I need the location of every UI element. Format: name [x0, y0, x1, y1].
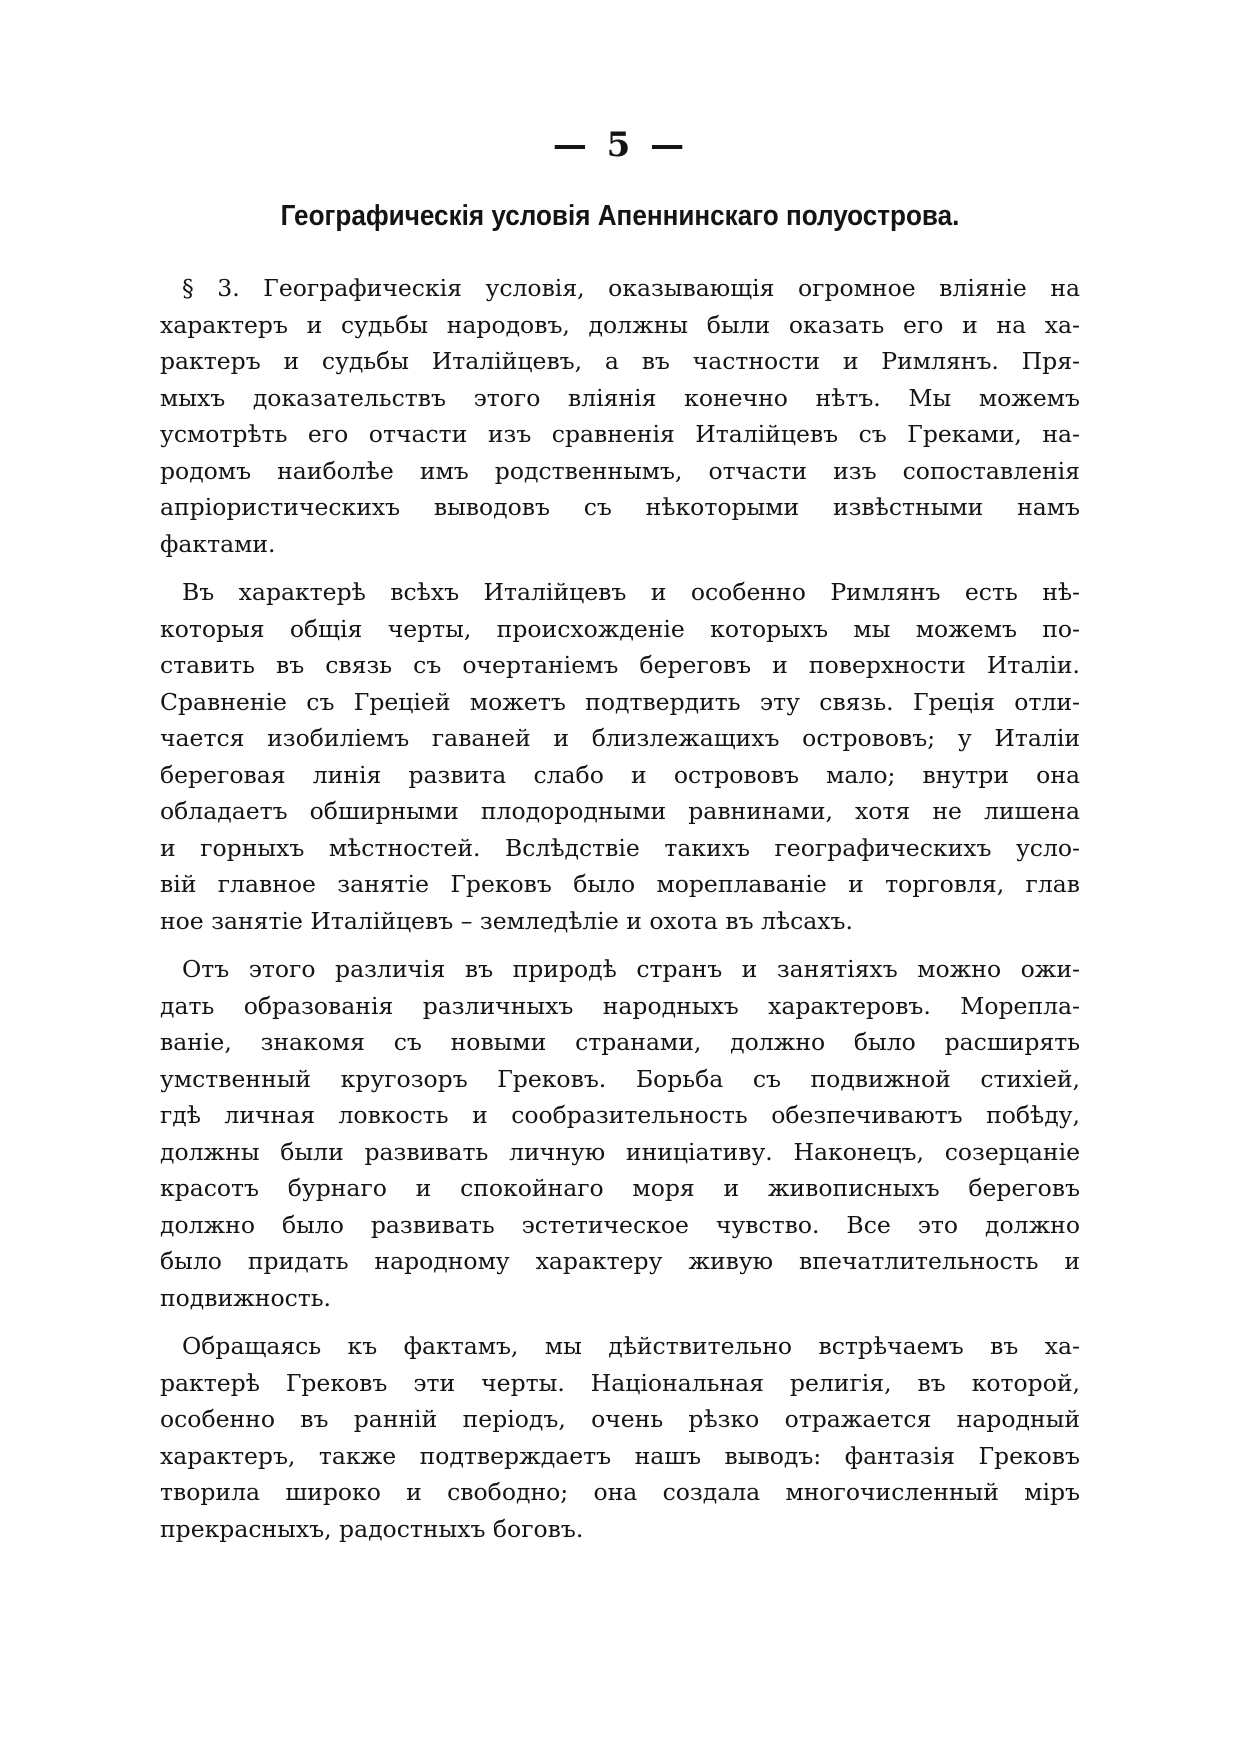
paragraph [160, 574, 1080, 939]
text-line: подвижность. [160, 1283, 332, 1312]
text-line: § 3. Географическія условія, оказывающія огромное вліяніе на [182, 274, 1080, 302]
text-line: умственный кругозоръ Грековъ. Борьба съ подвижной стихіей, [160, 1064, 1080, 1093]
text-line: было придать народному характеру живую впечатлительность и [160, 1247, 1080, 1275]
text-line: Сравненіе съ Греціей можетъ подтвердить эту связь. Греція отли- [160, 687, 1080, 716]
text-line: Обращаясь къ фактамъ, мы дѣйствительно встрѣчаемъ въ ха- [182, 1332, 1080, 1360]
text-line: рактерѣ Грековъ эти черты. Національная религія, въ которой, [160, 1368, 1080, 1397]
text-line: чается изобиліемъ гаваней и близлежащихъ острововъ; у Италіи [160, 724, 1080, 752]
text-line: обладаетъ обширными плодородными равнинами, хотя не лишена [160, 797, 1080, 825]
text-line: которыя общія черты, происхожденіе которыхъ мы можемъ по- [160, 614, 1080, 643]
page-number: — 5 — [552, 125, 689, 165]
text-line: характеръ и судьбы народовъ, должны были оказать его и на ха- [160, 310, 1080, 339]
text-line: фактами. [160, 529, 276, 558]
text-line: характеръ, также подтверждаетъ нашъ выводъ: фантазія Грековъ [160, 1441, 1080, 1470]
text-line: и горныхъ мѣстностей. Вслѣдствіе такихъ географическихъ усло- [160, 833, 1080, 862]
body-text [160, 270, 1080, 1559]
paragraph [160, 270, 1080, 562]
text-line: красотъ бурнаго и спокойнаго моря и живописныхъ береговъ [160, 1174, 1080, 1202]
text-line: ное занятіе Италійцевъ – земледѣліе и охота въ лѣсахъ. [160, 906, 853, 935]
text-line: Въ характерѣ всѣхъ Италійцевъ и особенно Римлянъ есть нѣ- [182, 578, 1080, 606]
text-line: должно было развивать эстетическое чувство. Все это должно [160, 1210, 1080, 1239]
text-line: творила широко и свободно; она создала многочисленный міръ [160, 1478, 1080, 1506]
text-line: вій главное занятіе Грековъ было мореплаваніе и торговля, глав [160, 870, 1080, 898]
text-line: усмотрѣть его отчасти изъ сравненія Италійцевъ съ Греками, на- [160, 420, 1080, 448]
text-line: ставить въ связь съ очертаніемъ береговъ и поверхности Италіи. [160, 651, 1080, 679]
paragraph [160, 1328, 1080, 1547]
text-line: дать образованія различныхъ народныхъ характеровъ. Морепла- [160, 991, 1080, 1020]
section-heading: Географическія условія Апеннинскаго полуострова. [280, 200, 960, 232]
text-line: Отъ этого различія въ природѣ странъ и занятіяхъ можно ожи- [182, 955, 1080, 983]
text-line: родомъ наиболѣе имъ родственнымъ, отчасти изъ сопоставленія [160, 456, 1080, 485]
text-line: особенно въ ранній періодъ, очень рѣзко отражается народный [160, 1405, 1080, 1433]
text-line: прекрасныхъ, радостныхъ боговъ. [160, 1514, 584, 1543]
text-line: береговая линія развита слабо и острововъ мало; внутри она [160, 760, 1080, 789]
text-line: должны были развивать личную иниціативу. Наконецъ, созерцаніе [160, 1137, 1080, 1166]
text-line: апріористическихъ выводовъ съ нѣкоторыми извѣстными намъ [160, 493, 1080, 521]
text-line: рактеръ и судьбы Италійцевъ, а въ частности и Римлянъ. Пря- [160, 347, 1080, 375]
paragraph [160, 951, 1080, 1316]
text-line: ваніе, знакомя съ новыми странами, должно было расширять [160, 1028, 1080, 1056]
text-line: мыхъ доказательствъ этого вліянія конечно нѣтъ. Мы можемъ [160, 383, 1080, 412]
text-line: гдѣ личная ловкость и сообразительность обезпечиваютъ побѣду, [160, 1101, 1080, 1129]
